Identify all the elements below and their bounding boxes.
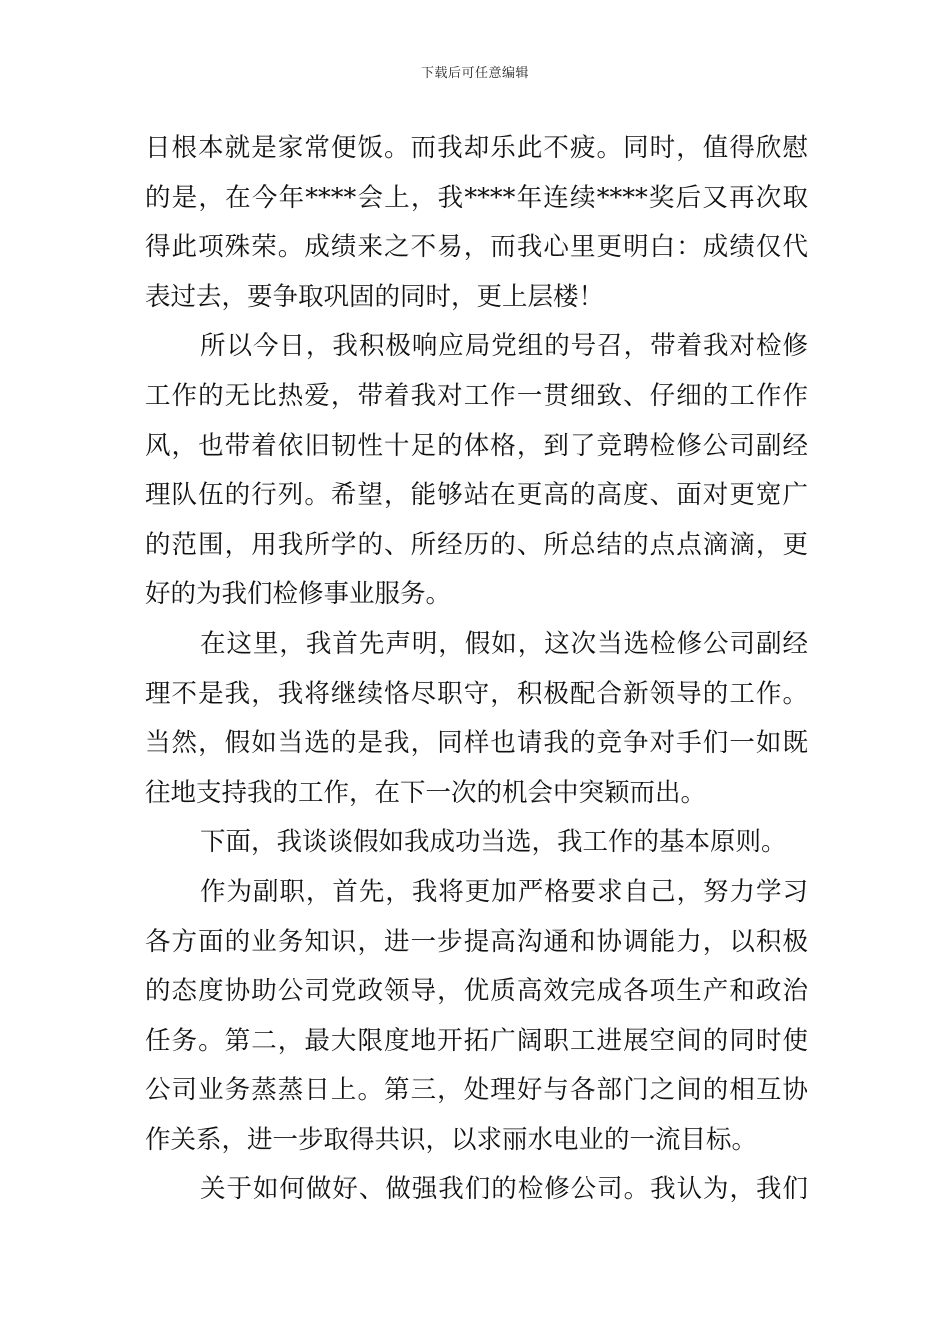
text-line: 表过去，要争取巩固的同时，更上层楼！ — [145, 281, 605, 312]
paragraph-first-line: 关于如何做好、做强我们的检修公司。我认为，我们 — [200, 1174, 808, 1205]
text-line: 往地支持我的工作，在下一次的机会中突颖而出。 — [145, 777, 707, 808]
text-line: 工作的无比热爱，带着我对工作一贯细致、仔细的工作作 — [145, 380, 808, 411]
text-line: 理队伍的行列。希望，能够站在更高的高度、面对更宽广 — [145, 480, 808, 511]
text-line: 的态度协助公司党政领导，优质高效完成各项生产和政治 — [145, 976, 808, 1007]
page-header: 下载后可任意编辑 — [420, 66, 529, 81]
text-line: 日根本就是家常便饭。而我却乐此不疲。同时，值得欣慰 — [145, 133, 808, 163]
paragraph-first-line: 作为副职，首先，我将更加严格要求自己，努力学习 — [200, 876, 808, 907]
text-line: 当然，假如当选的是我，同样也请我的竞争对手们一如既 — [145, 728, 808, 759]
text-line: 任务。第二，最大限度地开拓广阔职工进展空间的同时使 — [145, 1025, 808, 1056]
text-line: 好的为我们检修事业服务。 — [145, 579, 452, 610]
text-line: 风，也带着依旧韧性十足的体格，到了竞聘检修公司副经 — [145, 430, 808, 461]
text-line: 各方面的业务知识，进一步提高沟通和协调能力，以积极 — [145, 926, 808, 957]
text-line: 公司业务蒸蒸日上。第三，处理好与各部门之间的相互协 — [145, 1075, 808, 1106]
text-line: 的是，在今年****会上，我****年连续****奖后又再次取 — [145, 182, 808, 213]
paragraph-first-line: 所以今日，我积极响应局党组的号召，带着我对检修 — [200, 331, 808, 362]
text-line: 理不是我，我将继续恪尽职守，积极配合新领导的工作。 — [145, 678, 808, 709]
text-line: 作关系，进一步取得共识，以求丽水电业的一流目标。 — [145, 1124, 758, 1155]
text-line: 的范围，用我所学的、所经历的、所总结的点点滴滴，更 — [145, 529, 808, 560]
body-text — [145, 124, 808, 1215]
text-line: 得此项殊荣。成绩来之不易，而我心里更明白：成绩仅代 — [145, 232, 808, 263]
paragraph-first-line: 在这里，我首先声明，假如，这次当选检修公司副经 — [200, 628, 808, 659]
paragraph-first-line: 下面，我谈谈假如我成功当选，我工作的基本原则。 — [200, 827, 787, 858]
